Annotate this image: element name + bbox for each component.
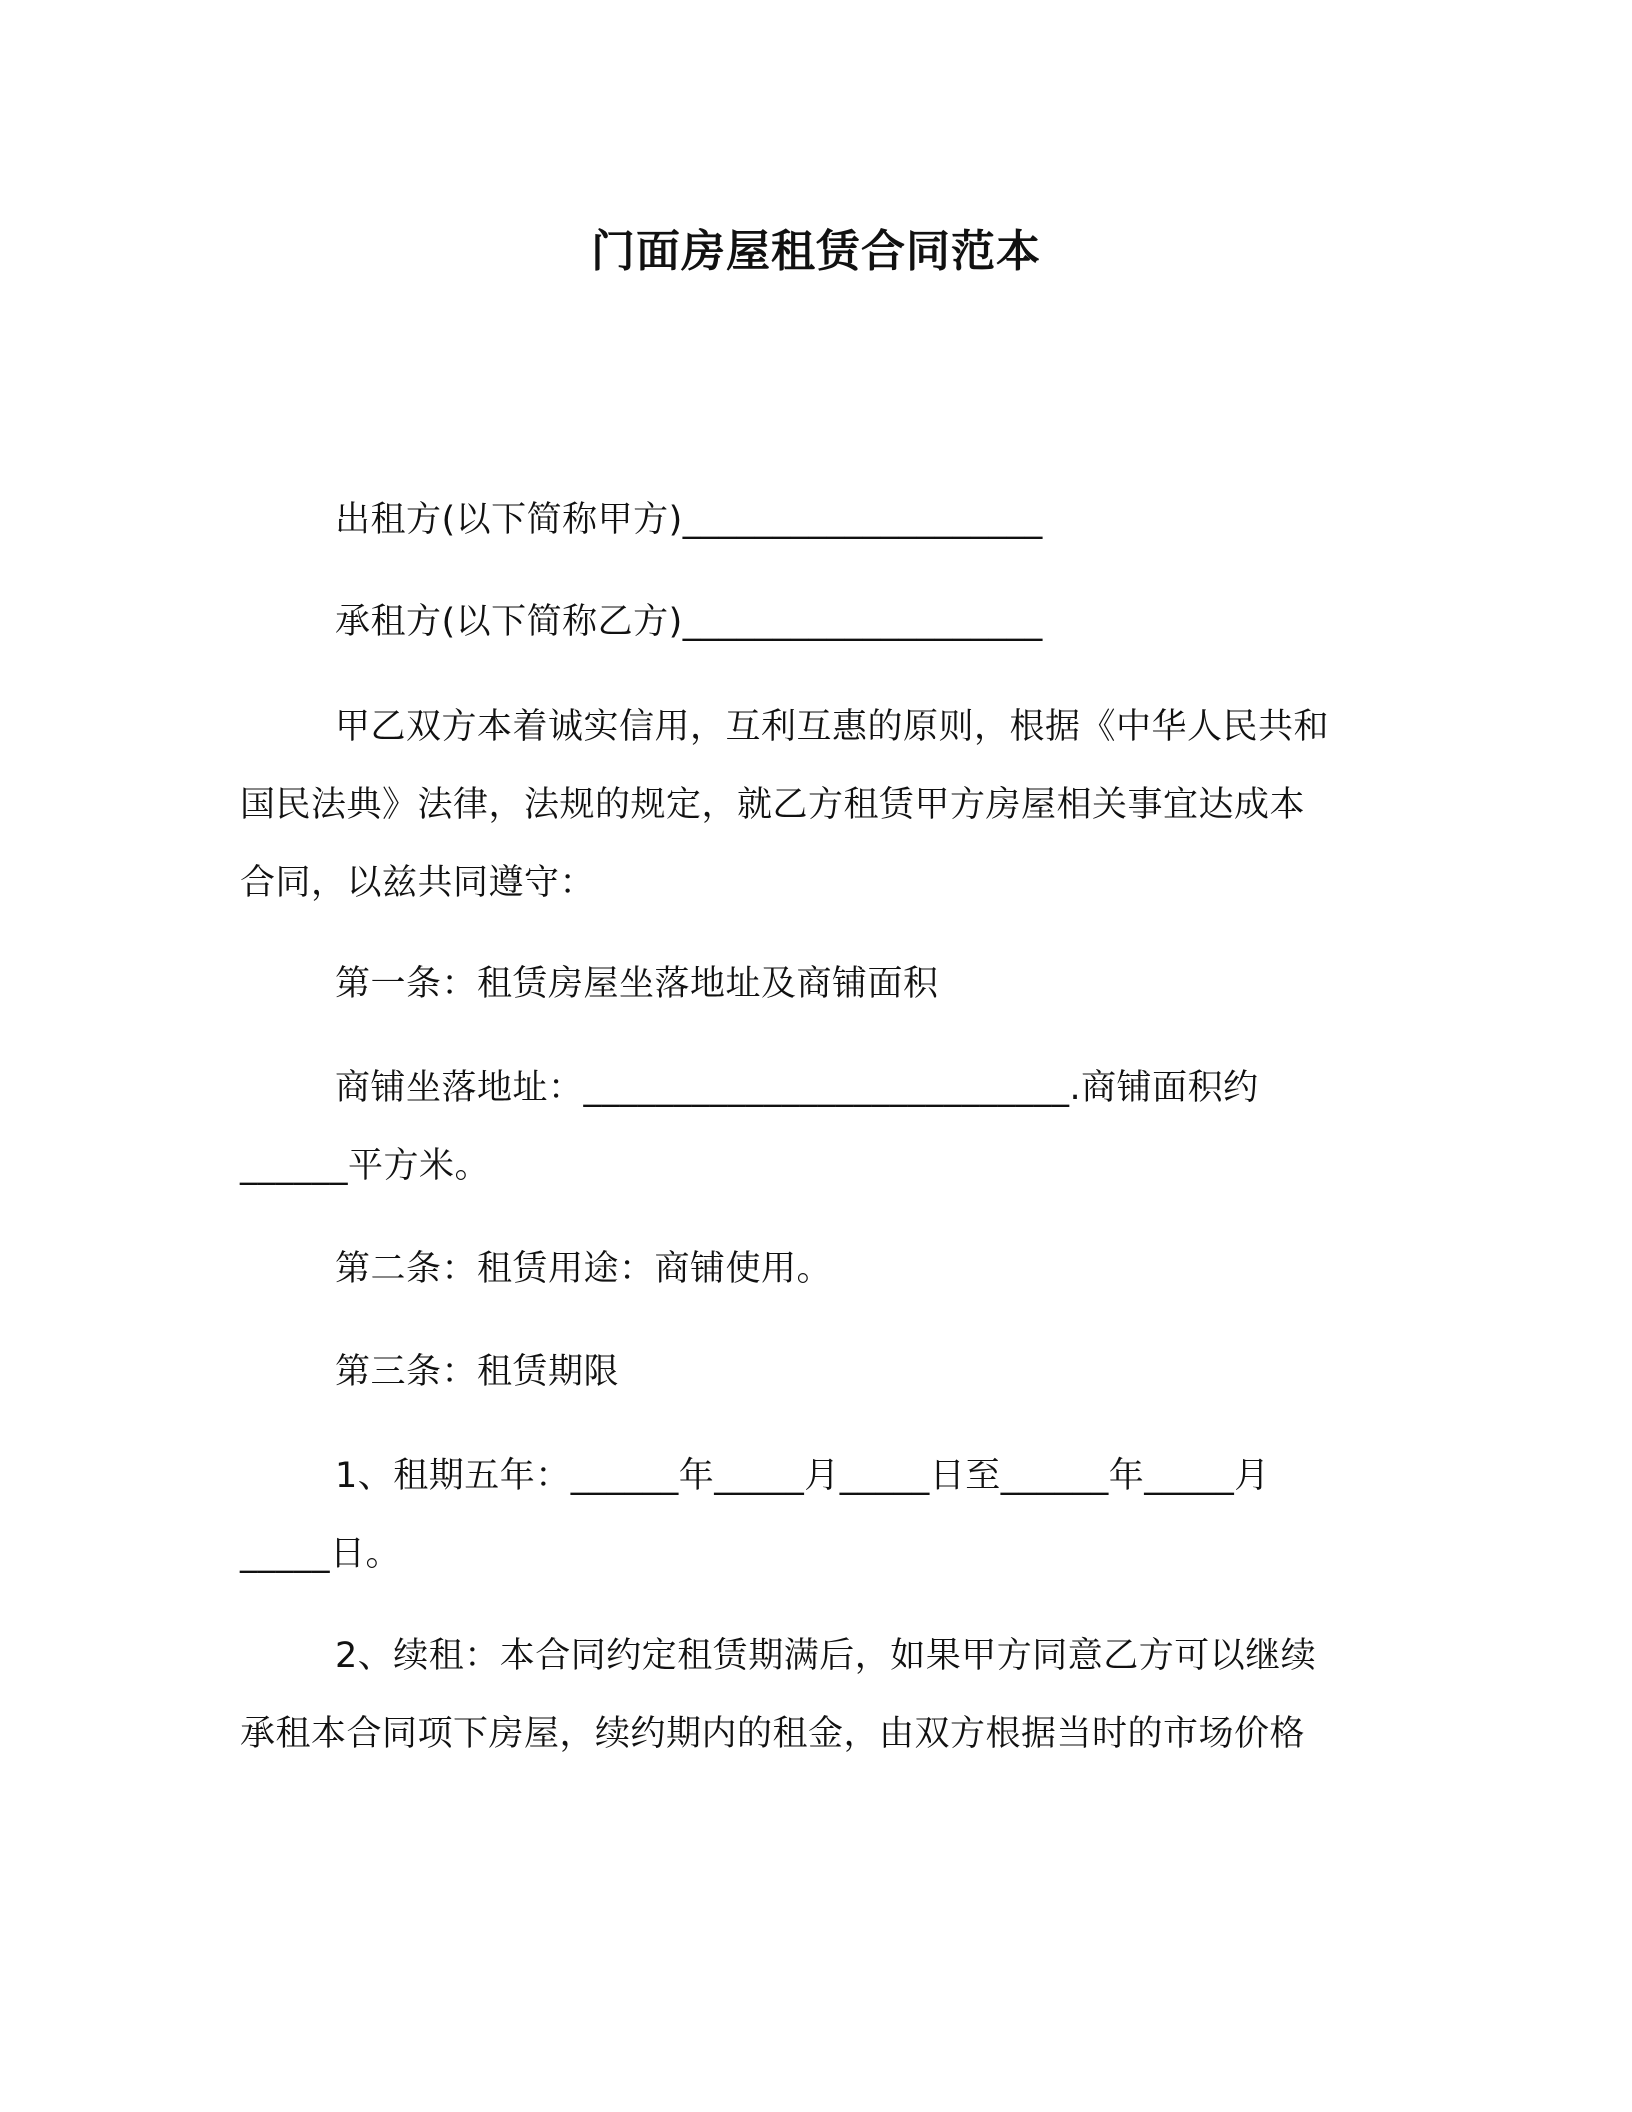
article-1-heading xyxy=(240,945,1392,1023)
lessee-line xyxy=(240,583,1392,661)
lessor-line xyxy=(240,481,1392,559)
renewal-clause xyxy=(240,1617,1392,1773)
preamble-line: 甲乙双方本着诚实信用，互利互惠的原则，根据《中华人民共和 xyxy=(335,707,1330,747)
article-1-heading-text: 第一条：租赁房屋坐落地址及商铺面积 xyxy=(335,964,939,1004)
article-1-address xyxy=(240,1049,1392,1205)
address-line: 商铺坐落地址：___________________________.商铺面积约 xyxy=(335,1068,1259,1108)
article-2 xyxy=(240,1230,1392,1308)
article-2-text: 第二条：租赁用途：商铺使用。 xyxy=(335,1249,833,1289)
document-title: 门面房屋租赁合同范本 xyxy=(591,226,1041,277)
preamble-paragraph xyxy=(240,688,1392,922)
area-line: ______平方米。 xyxy=(240,1146,491,1186)
term-line: _____日。 xyxy=(240,1534,402,1574)
article-3-heading xyxy=(240,1333,1392,1411)
renewal-line: 承租本合同项下房屋，续约期内的租金，由双方根据当时的市场价格 xyxy=(240,1714,1306,1754)
article-3-heading-text: 第三条：租赁期限 xyxy=(335,1352,620,1392)
lessee-text: 承租方(以下简称乙方)____________________ xyxy=(335,602,1043,642)
preamble-line: 国民法典》法律，法规的规定，就乙方租赁甲方房屋相关事宜达成本 xyxy=(240,785,1306,825)
term-line: 1、租期五年：______年_____月_____日至______年_____月 xyxy=(335,1456,1270,1496)
renewal-line: 2、续租：本合同约定租赁期满后，如果甲方同意乙方可以继续 xyxy=(335,1636,1317,1676)
preamble-line: 合同，以兹共同遵守： xyxy=(240,863,596,903)
lessor-text: 出租方(以下简称甲方)____________________ xyxy=(335,500,1043,540)
term-clause xyxy=(240,1437,1392,1593)
